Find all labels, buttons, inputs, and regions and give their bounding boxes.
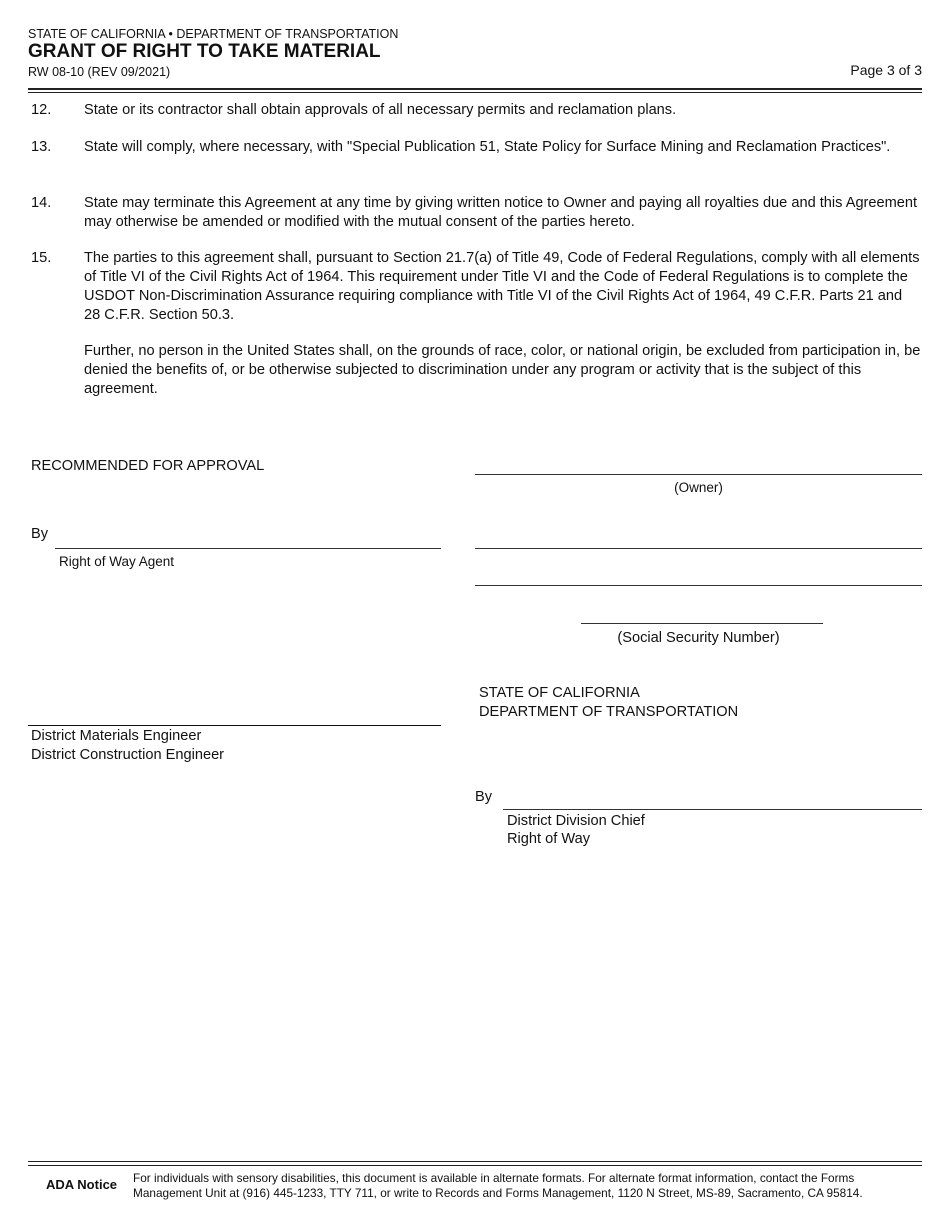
department-label: DEPARTMENT OF TRANSPORTATION [479, 704, 739, 720]
footer-rule-thin [28, 1165, 922, 1166]
clause-text: State will comply, where necessary, with "Special Publication 51, State Policy for Surface Mining and Reclamation Practices". [84, 139, 891, 155]
form-number: RW 08-10 (REV 09/2021) [28, 65, 171, 79]
right-of-way-agent-label: Right of Way Agent [59, 554, 175, 569]
header-rule-thin [28, 92, 922, 93]
header-rule-thick [28, 88, 922, 90]
recommended-for-approval-label: RECOMMENDED FOR APPROVAL [31, 458, 265, 474]
clause-number: 14. [31, 195, 52, 211]
clause-text: State may terminate this Agreement at any time by giving written notice to Owner and paying all royalties due and this Agreement may otherwise be amended or modified with the mutual consent of the parties hereto. [84, 195, 918, 230]
owner-label: (Owner) [674, 480, 723, 495]
clause-13 [31, 138, 921, 157]
right-of-way-label: Right of Way [507, 831, 590, 847]
clause-text: State or its contractor shall obtain approvals of all necessary permits and reclamation plans. [84, 102, 677, 118]
state-label: STATE OF CALIFORNIA [479, 685, 640, 701]
agent-signature-line[interactable] [55, 548, 441, 549]
form-title: GRANT OF RIGHT TO TAKE MATERIAL [28, 41, 381, 62]
ssn-label: (Social Security Number) [617, 630, 780, 646]
clause-14 [31, 194, 921, 232]
owner-signature-line-3[interactable] [475, 585, 922, 586]
district-division-chief-label: District Division Chief [507, 813, 645, 829]
clause-number: 13. [31, 139, 52, 155]
clause-text: Further, no person in the United States shall, on the grounds of race, color, or national origin, be excluded from participation in, be denied the benefits of, or be otherwise subjected to discrimination under any program or activity that is the subject of this agreement. [84, 343, 921, 397]
clause-15 [31, 249, 921, 325]
ssn-line[interactable] [581, 623, 823, 624]
by-label: By [31, 526, 49, 542]
footer-rule-thick [28, 1161, 922, 1162]
ada-notice-text: For individuals with sensory disabilities, this document is available in alternate formats. For alternate format information, contact the Forms Management Unit at (916) 445-1233, TTY 711, or write to Records and Forms Management, 1120 N Street, MS-89, Sacramento, CA 95814. [133, 1171, 863, 1200]
chief-signature-line[interactable] [503, 809, 922, 810]
clause-15-continuation [31, 342, 921, 399]
clause-12 [31, 101, 921, 120]
by-label-2: By [475, 789, 493, 805]
clause-number: 12. [31, 102, 52, 118]
clause-number: 15. [31, 250, 52, 266]
agency-header: STATE OF CALIFORNIA • DEPARTMENT OF TRANSPORTATION [28, 27, 399, 41]
district-construction-engineer-label: District Construction Engineer [31, 747, 225, 763]
ada-notice-label: ADA Notice [46, 1177, 118, 1192]
owner-signature-line-2[interactable] [475, 548, 922, 549]
engineer-signature-line[interactable] [28, 725, 441, 726]
clause-text: The parties to this agreement shall, pursuant to Section 21.7(a) of Title 49, Code of Federal Regulations, comply with all elements of Title VI of the Civil Rights Act of 1964. This requirement under Title VI and the Code of Federal Regulations is to complete the USDOT Non-Discrimination Assurance requiring compliance with Title VI of the Civil Rights Act of 1964, 49 C.F.R. Parts 21 and 28 C.F.R. Section 50.3. [84, 250, 920, 323]
district-materials-engineer-label: District Materials Engineer [31, 728, 202, 744]
owner-signature-line[interactable] [475, 474, 922, 475]
page-indicator: Page 3 of 3 [850, 62, 922, 78]
